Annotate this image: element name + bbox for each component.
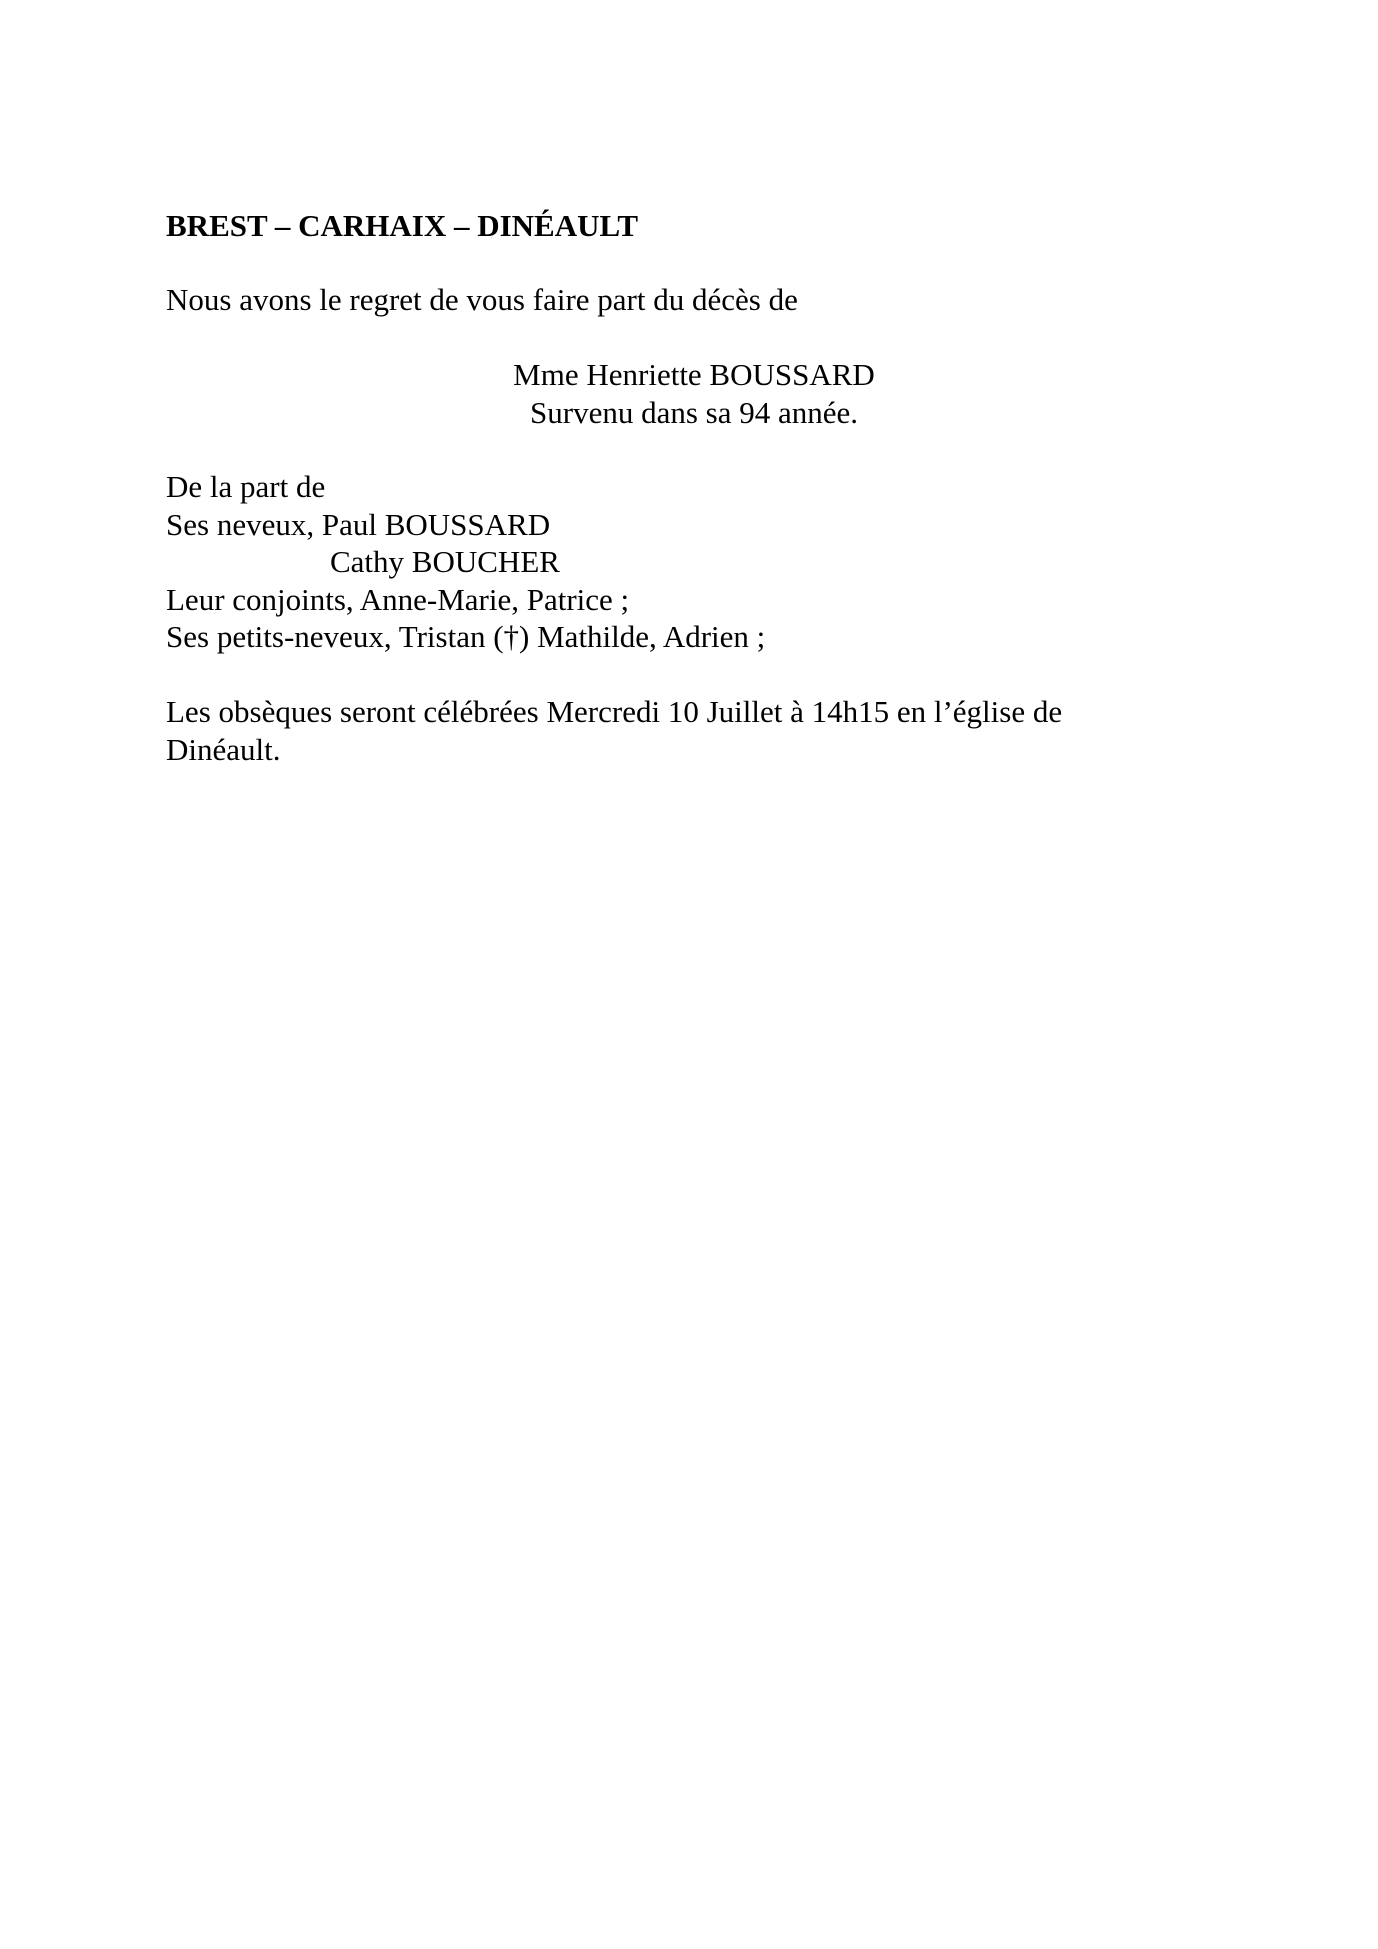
- family-nephews-second: Cathy BOUCHER: [330, 544, 560, 579]
- document-heading: BREST – CARHAIX – DINÉAULT: [166, 208, 639, 243]
- funeral-details-line-2: Dinéault.: [166, 732, 281, 767]
- deceased-name: Mme Henriette BOUSSARD: [513, 357, 875, 392]
- family-section-title: De la part de: [166, 469, 326, 504]
- family-spouses: Leur conjoints, Anne-Marie, Patrice ;: [166, 582, 630, 617]
- family-nephews: Ses neveux, Paul BOUSSARD: [166, 507, 551, 542]
- announcement-intro: Nous avons le regret de vous faire part du décès de: [166, 282, 798, 317]
- family-grand-nephews: Ses petits-neveux, Tristan (†) Mathilde, Adrien ;: [166, 619, 766, 654]
- deceased-age-line: Survenu dans sa 94 année.: [530, 395, 858, 430]
- funeral-details-line-1: Les obsèques seront célébrées Mercredi 10 Juillet à 14h15 en l’église de: [166, 694, 1063, 729]
- deceased-block: [166, 356, 1222, 432]
